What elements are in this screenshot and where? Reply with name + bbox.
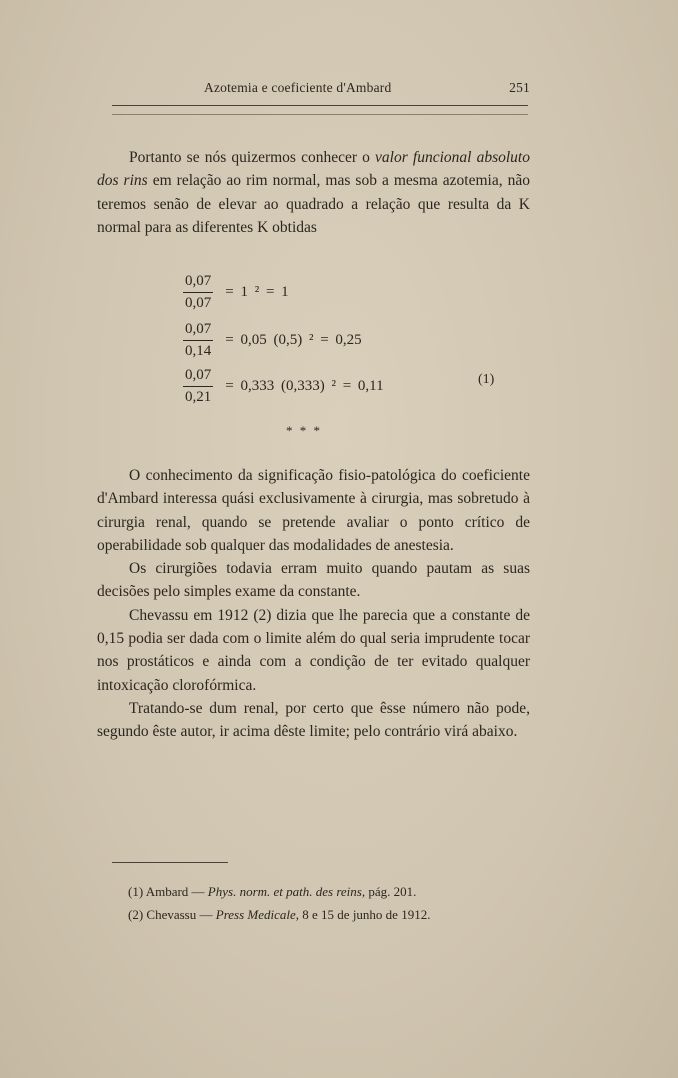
- fraction: [183, 272, 213, 313]
- footnote-citation: Phys. norm. et path. des reins,: [207, 884, 366, 899]
- footnote-2: [128, 903, 430, 926]
- page-number: 251: [509, 80, 530, 95]
- footnotes: [128, 880, 430, 926]
- formula-3: [183, 364, 384, 408]
- formula-2: [183, 318, 362, 362]
- numerator: 0,07: [185, 366, 212, 383]
- footnote-rule: [112, 862, 228, 863]
- body-text: [97, 464, 530, 744]
- denominator: 0,07: [183, 292, 213, 313]
- footnote-1: [128, 880, 430, 903]
- formula-result: = 0,333 (0,333) ² = 0,11: [225, 377, 384, 394]
- paragraph: Tratando-se dum renal, por certo que êsse número não pode, segundo êste autor, ir acima dêste limite; pelo contrário virá abaixo.: [97, 699, 530, 741]
- header-rule-top: [112, 105, 528, 106]
- paragraph-intro-end: em relação ao rim normal, mas sob a mesma azotemia, não teremos senão de elevar ao quadrado a relação que resulta da K normal para as diferentes K obtidas: [97, 172, 530, 236]
- fraction: [183, 320, 213, 361]
- paragraph: Os cirurgiões todavia erram muito quando pautam as suas decisões pelo simples exame da constante.: [97, 560, 530, 601]
- footnote-citation: Press Medicale,: [215, 907, 300, 922]
- equation-number: (1): [478, 372, 495, 387]
- paragraph-intro-start: Portanto se nós quizermos conhecer o: [129, 149, 376, 166]
- formula-result: = 0,05 (0,5) ² = 0,25: [225, 331, 362, 348]
- denominator: 0,21: [183, 386, 213, 407]
- formula-result: = 1 ² = 1: [225, 283, 289, 300]
- paragraph: Chevassu em 1912 (2) dizia que lhe parecia que a constante de 0,15 podia ser dada com o limite além do qual seria imprudente tocar nos prostáticos e ainda com a condição de ter evitado qualquer intoxicação clorofórmica.: [97, 606, 530, 694]
- footnote-tail: pág. 201.: [365, 884, 417, 899]
- running-title: Azotemia e coeficiente d'Ambard: [204, 80, 392, 95]
- denominator: 0,14: [183, 340, 213, 361]
- header-rule-bottom: [112, 114, 528, 115]
- footnote-marker: (2) Chevassu —: [128, 907, 216, 922]
- numerator: 0,07: [185, 272, 212, 289]
- footnote-marker: (1) Ambard —: [128, 884, 208, 899]
- formula-1: [183, 270, 289, 314]
- paragraph-intro-italic: valor funcional absoluto dos rins: [97, 149, 530, 190]
- paragraph: O conhecimento da significação fisio-patológica do coeficiente d'Ambard interessa quási exclusivamente à cirurgia, mas sobretudo à cirurgia renal, quando se pretende avaliar o ponto crítico de operabilidade sob qualquer das modalidades de anestesia.: [97, 467, 530, 554]
- footnote-tail: 8 e 15 de junho de 1912.: [299, 907, 431, 922]
- section-separator: * * *: [286, 423, 322, 438]
- numerator: 0,07: [185, 320, 212, 337]
- fraction: [183, 366, 213, 407]
- paragraph-intro: [97, 146, 530, 239]
